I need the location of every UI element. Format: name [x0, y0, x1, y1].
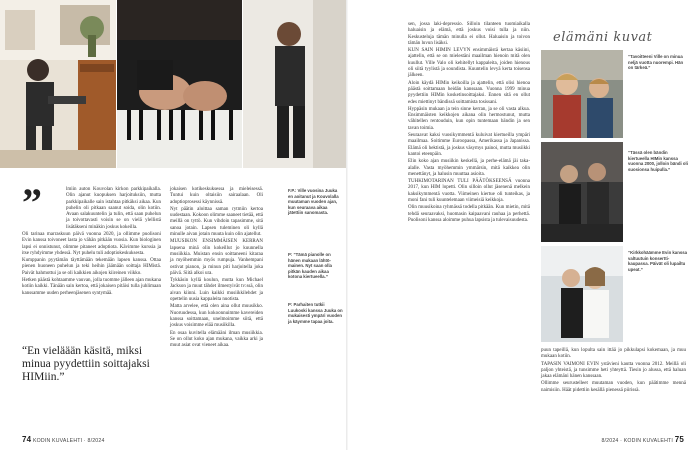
paragraph: Hyppäsin mukaan ja tein sinne kerran, ja se oli vasta alkua. Ensimmäisten keikkojen aikana olin hermostunut, mutta vähitellen rentouduin, kun opin tuntemaan bändin ja sen tavan toimia.	[408, 106, 530, 131]
folio-text: 8/2024 · KODIN KUVALEHTI	[601, 438, 674, 444]
left-column-1	[66, 187, 161, 232]
paragraph: KUN SAIN HIMIN LEVYN ensimmäistä kertaa käsiini, ajattelin, että se on mielestäni maailman hienoin mitä olen kuullut. Ville Valo oli kehitellyt kappaleita, joiden hienous oli siitä tyylistä ja soundista. Kuuntelin levyä kerta toisensa jälkeen.	[408, 48, 530, 79]
paragraph: Oli tarinaa marraskuun päivä vuonna 2020, ja ollimme puolisoni Evin kanssa toivoneet lasta jo vähän pitkään vuosia. Kun biologinen lapsi ei onnistunut, olimme pitaneet adoptiota. Kävimme kurssia ja itse ryhdyimme yhdessä. Nyt puhelu tuli adoptiokeskuksesta.	[22, 232, 161, 256]
dropquote-mark: ”	[22, 180, 42, 225]
page-number: 74	[22, 435, 32, 444]
paragraph: lmiin auton Kouvolan kirkon parkkipaikalla. Olin ajanut kuopuksen harjoituksiin, mutta parkkipaikalle sain istahtaa pitkäksi aikaa. Kun puhelin oli pitkaan saanut soida, olin kotiin. Avaan salakuuntelin ja tulin, että saan puhelun ja toivottavasti voisin se on vielä ylellistä lisätäkseni minäkin joskus kokeilla.	[66, 187, 161, 230]
photo-childhood-brothers	[541, 50, 623, 138]
photo-caption: “Tässä olen bändin kiertueella HIMin kanssa vuonna 2000, jolloin bändi oli suosionsa huipulla.”	[628, 150, 688, 172]
photo-caption: “Tavoitteeni Ville on minua neljä vuotta nuorempi. Hän on tärkeä.”	[628, 54, 684, 71]
photo-band-tour	[541, 142, 623, 242]
left-column-1-lower	[22, 232, 161, 298]
right-column-2	[541, 348, 686, 395]
paragraph: Olin muusikoina ryhmässä todella pitkään. Kun mietin, mitä tehdä seuraavaksi, huomasin kaipaavani rauhaa ja perhettä. Puolisoni kanssa aloimme puhua lapsista ja tulevaisuudesta.	[408, 205, 530, 223]
paragraph: Kumppanin pyytämän täyttämään tekemään lapsen kanssa. Ottaa pienen huoneen puhelun ja teki heihin jäämään soittaja HIMistä. Paivät hahmottui ja se oli kaikkien aikojen kiireinen viikko.	[22, 258, 161, 276]
paragraph: TUHKIMOTARINAN TULI PÄÄTÖKSEENSÄ vuonna 2017, kun HIM lopetti. Olin silloin ollut jäsenenä melkein kaksikymmentä vuotta. Viimeinen kiertue oli tunteikas, ja moni fani tuli kuuntelemaan viimeisiä keikkoja.	[408, 179, 530, 204]
page-number: 75	[674, 435, 684, 444]
right-folio	[601, 435, 684, 444]
right-column-1	[408, 22, 530, 225]
photo-caption: P: Parhaiten tutkii Luukoski kanssa Juuka on mukaisesti ympäri vuoden ja käymme tapaa joita.	[288, 302, 343, 324]
paragraph: Elin koko ajan musiikin keskellä, ja perhe-elämä jäi taka-alalle. Vasta myöhemmin ymmärsin, mitä kaikkea olin menettänyt, ja halusin muuttaa asioita.	[408, 159, 530, 177]
photo-woman-portrait	[243, 0, 348, 168]
paragraph: Seuraavat kaksi vuosikymmentä kuluivat kiertueilla ympäri maailmaa. Soitimme Euroopassa, Amerikassa ja Japanissa. Elämä oli hektistä, ja joskus väsymys painoi, mutta musiikki kantoi eteenpäin.	[408, 133, 530, 157]
photo-caption: P: “Tämä pianolle on hänen mukaan lähtö-mainen. Nyt saan olla pitkän kauden aikaa kotona kiertueella.”	[288, 252, 332, 280]
paragraph: Aloin käydä HIMin keikoilla ja ajattelin, että olisi hienoa päästä soittamaan heidän kanssaan. Vuonna 1999 minua pyydettiin HIMin kosketinsoittajaksi. Ennen sitä en ollut edes miettinyt bändissä soittamista tosissani.	[408, 80, 530, 105]
paragraph: Nyt päätin aloittaa saman rytmiin kertoa uudestaan. Kokoon olimme saaneet tietää, että meillä on tyttö. Kun vihdoin tapasimme, sitä sanoa jotain. Lapsen tuleminen oli kyllä minulle aivan jotain muuta kuin olin ajatellut.	[170, 206, 263, 238]
paragraph: sen, jossa laki-depressio. Silloin tilanteen tuomiaikalla haluaisin ja elämä, että joskus voisi tulla ja niin. Keskusteluja tämän minulla ei ollut. Haluaisin ja toivon tämän luvun lisäksi.	[408, 22, 530, 46]
photo-caption: “Kirkkohäämme Evin kanssa valtuutuin konsertti-kaupassa. Päivät oli lupailtu upeat.”	[628, 250, 687, 272]
paragraph: Hetken päästä kohtaamme vauvan, jolla tuomme jälleen ajan mukana kotiin kaikki. Tänään sain kertoa, että jokaisen pitäisi tulla juhlimaan kanssamme uuden perheenjäsenen syntymää.	[22, 278, 161, 296]
photo-man-at-piano	[0, 0, 116, 168]
left-column-2	[170, 187, 263, 350]
paragraph: Matta arvelee, että olen aina ollut muusikko. Nuoruudessa, kun kokoonnuimme kavereiden kanssa soittamaan, unelmoimme siitä, että joskus voisimme elää musiikilla.	[170, 304, 263, 329]
paragraph: Tykkäsin kyllä koulun, mutta kun Michael Jackson ja muut tähdet ilmestyivät tv:ssä, olin aivan kiinni. Luin kaikki musiikkilehdet ja opettelin uusia kappaleita nuotista.	[170, 278, 263, 303]
photo-hands-on-keys	[117, 0, 242, 168]
paragraph: TAPASIN VAIMONI EVIN ystävieni kautta vuonna 2012. Meillä oli paljon yhteistä, ja tunsimme heti yhteyttä. Tiesin jo alussa, että haluan jakaa elämäni hänen kanssaan.	[541, 361, 686, 380]
paragraph: puun tapeillä, kun lopulta sain ittää jo pikkulapsi kokemaan, ja muu mukaan kotiin.	[541, 348, 686, 360]
left-folio	[22, 435, 105, 444]
paragraph: MUUSIKON ENSIMMÄISEN KERRAN lapsena minä olin kokeillut jo kuunnella musiikkia. Muistan ensin soittaneeni kitaraa ja myöhemmin myös rumpuja. Vanhempani ostivat pianon, ja minun piti harjoitella joka päivä. Siitä alkoi ura.	[170, 239, 263, 276]
photo-wedding	[541, 246, 623, 342]
photo-caption: F.P.: Ville vuosina Juuka en aoitanut ja Kouvolalla muutaman vuoden ajan, kun seuraava aikaa jätettiin sanomasta.	[288, 188, 339, 216]
folio-text: KODIN KUVALEHTI · 8/2024	[32, 438, 105, 444]
paragraph: jokaisen kotikeskuksessa ja mieleisessä. Tuntui kuin oltaisiin sairaalaan. Oli adoptioprosessi käynnissä.	[170, 187, 263, 205]
paragraph: En osaa kuvitella elämääni ilman musiikkia. Se on ollut koko ajan mukana, vaikka arki ja muut asiat ovat vieneet aikaa.	[170, 330, 263, 349]
paragraph: Ollimme seurustelleet muutaman vuoden, kun päätimme mennä naimisiin. Häät pidettiin kesällä pienessä piirissä.	[541, 381, 686, 393]
right-page	[348, 0, 696, 450]
section-title: elämäni kuvat	[553, 30, 653, 45]
pull-quote: “En vieläään käsitä, miksi minua pyydettiin soittajaksi HIMiin.”	[22, 345, 150, 383]
